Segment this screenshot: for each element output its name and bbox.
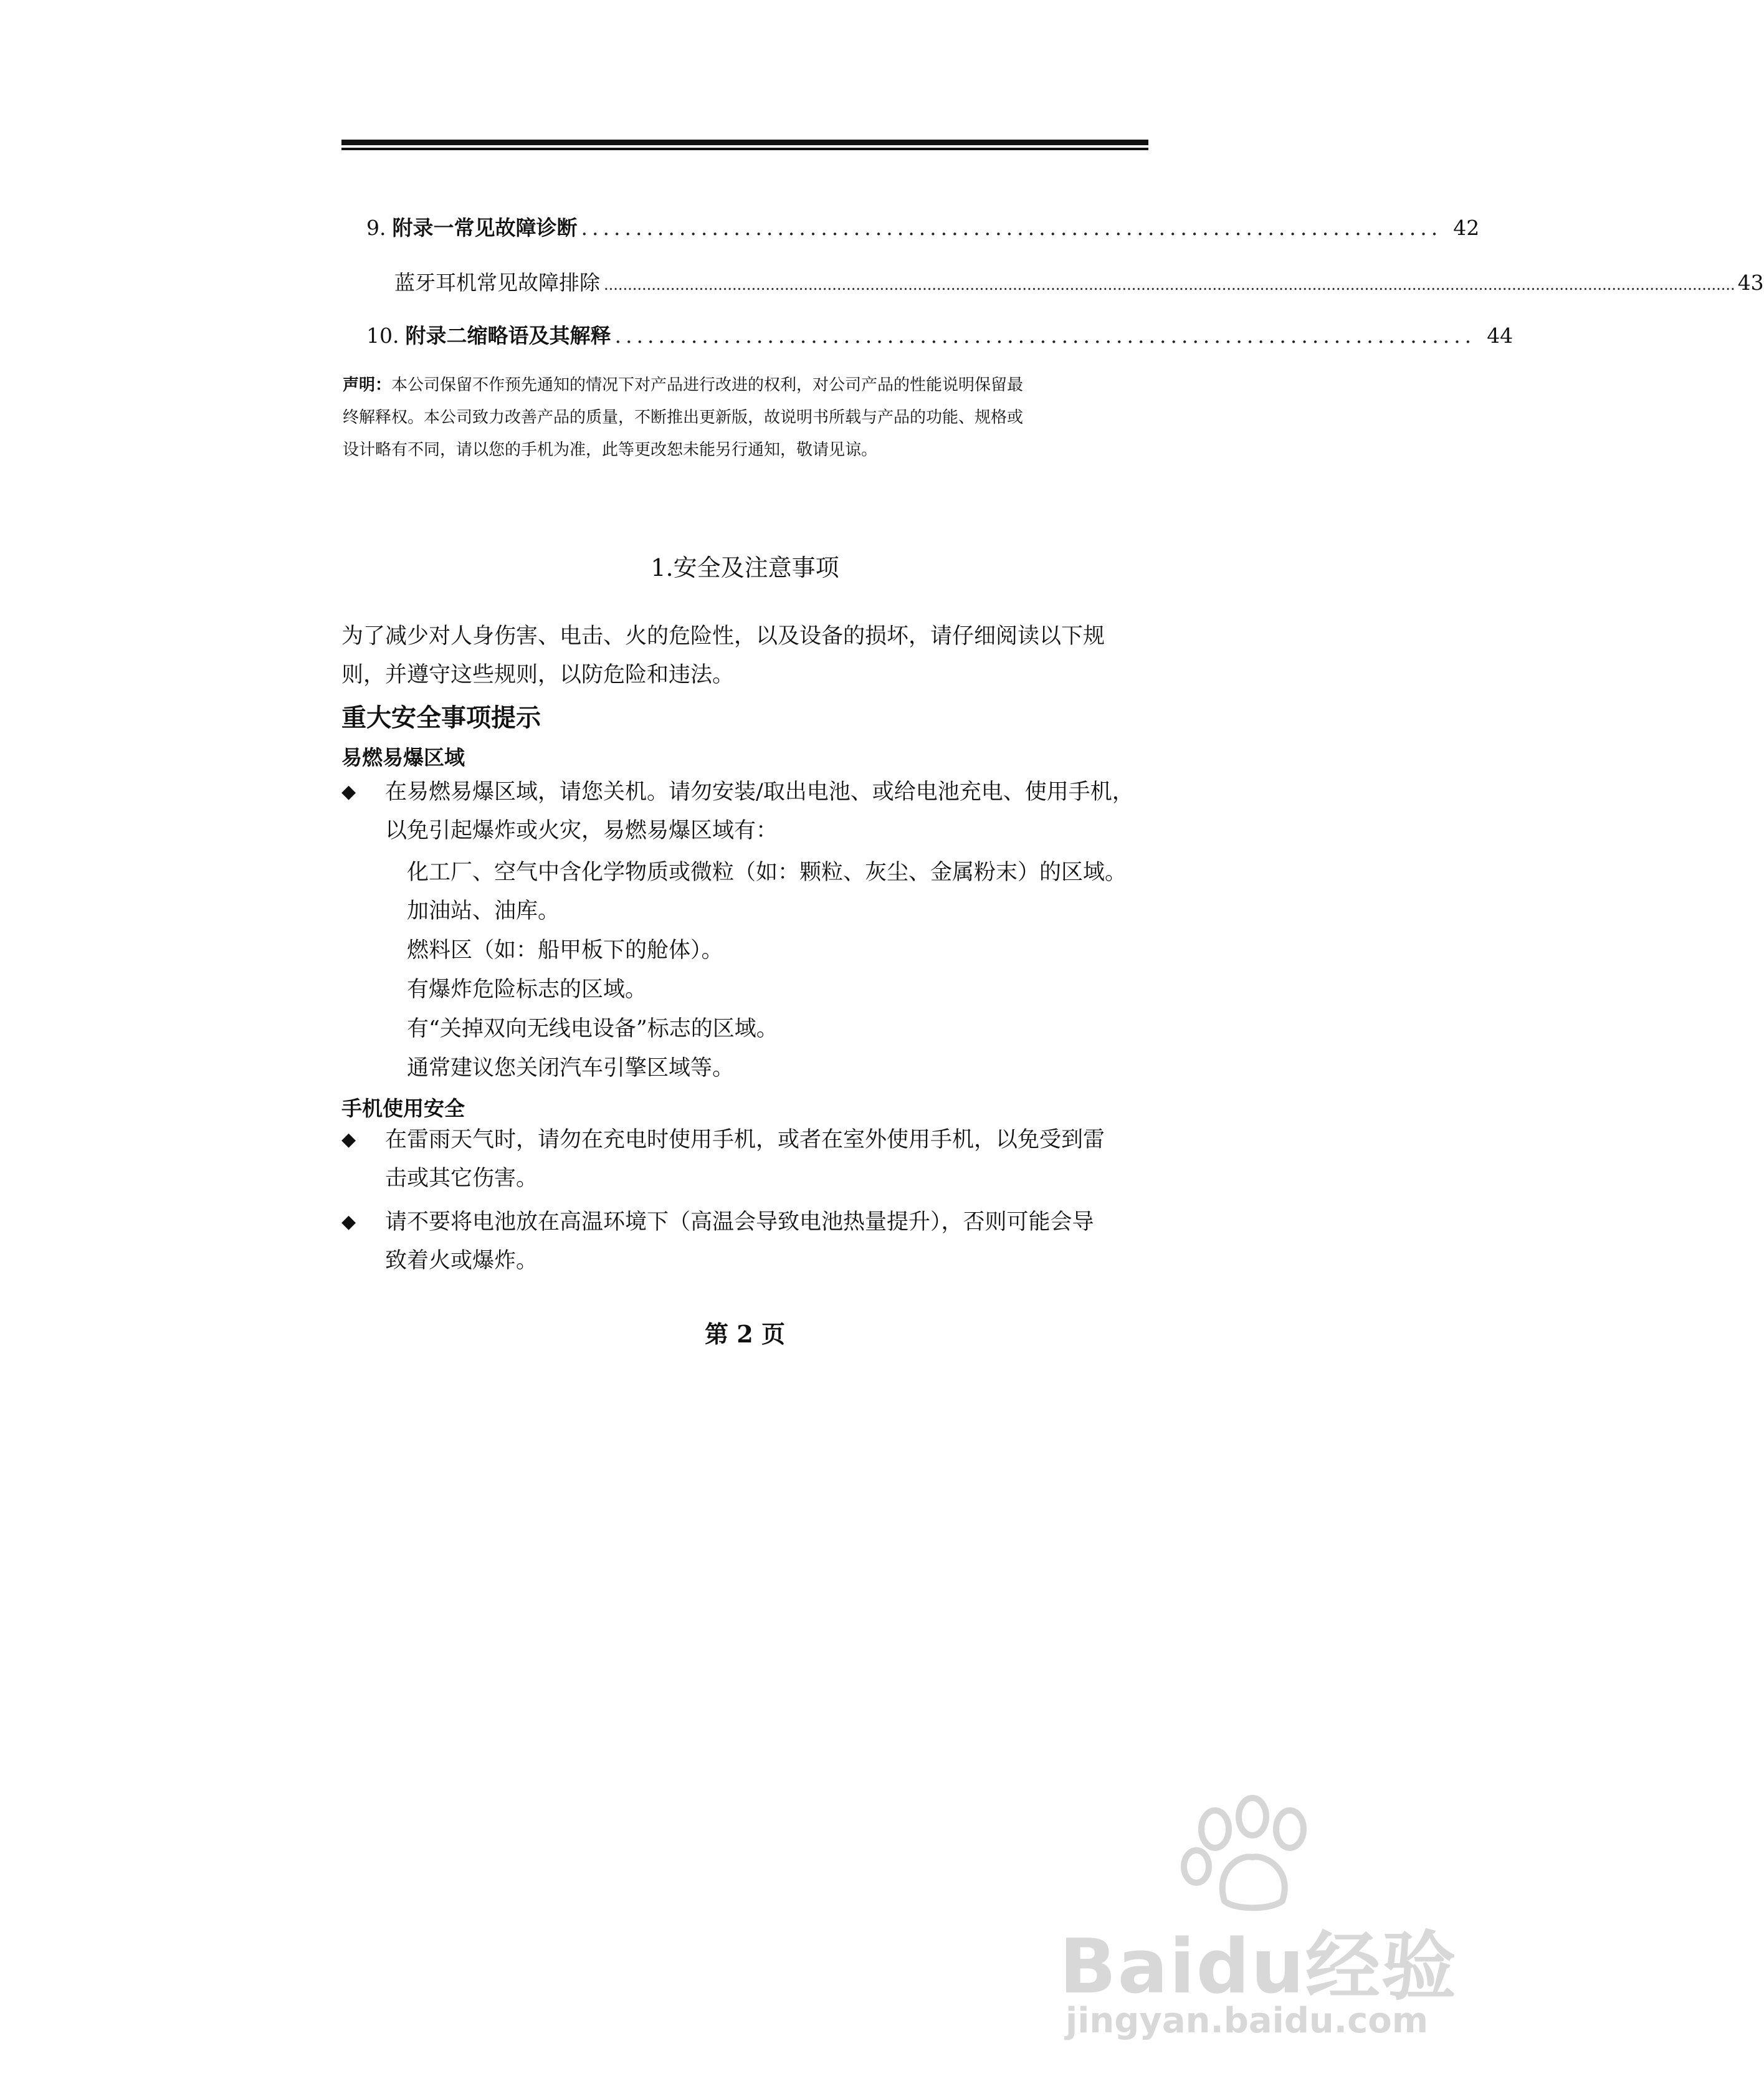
bullet-line: 击或其它伤害。 bbox=[385, 1166, 538, 1191]
intro-paragraph bbox=[341, 617, 1148, 694]
bullet-line: 请不要将电池放在高温环境下（高温会导致电池热量提升），否则可能会导 bbox=[385, 1210, 1094, 1235]
diamond-bullet-icon: ◆ bbox=[341, 1129, 356, 1150]
subheading-phone-safety: 手机使用安全 bbox=[341, 1096, 465, 1121]
subheading-flammable-areas: 易燃易爆区域 bbox=[341, 745, 465, 770]
toc-entry-appendix-2[interactable] bbox=[366, 320, 1514, 349]
bullet-line: 在雷雨天气时，请勿在充电时使用手机，或者在室外使用手机，以免受到雷 bbox=[385, 1127, 1105, 1152]
bullet-line: 在易燃易爆区域，请您关机。请勿安装/取出电池、或给电池充电、使用手机， bbox=[385, 780, 1134, 805]
disclaimer-line-3: 设计略有不同，请以您的手机为准，此等更改恕未能另行通知，敬请见谅。 bbox=[343, 441, 878, 459]
safety-heading: 重大安全事项提示 bbox=[341, 703, 541, 732]
header-rule-thick bbox=[341, 140, 1148, 145]
disclaimer-label: 声明： bbox=[343, 376, 392, 394]
toc-entry-page: 44 bbox=[1487, 323, 1514, 348]
bullet-thunderstorm bbox=[341, 1121, 1151, 1198]
toc-entry-subtitle: 缩略语及其解释 bbox=[467, 323, 611, 348]
intro-line-2: 则，并遵守这些规则，以防危险和违法。 bbox=[341, 662, 735, 687]
toc-entry-bluetooth[interactable] bbox=[394, 267, 1764, 296]
bullet-line: 致着火或爆炸。 bbox=[385, 1248, 538, 1273]
section-title: 1.安全及注意事项 bbox=[651, 554, 839, 581]
toc-entry-appendix-1[interactable] bbox=[366, 212, 1480, 241]
baidu-watermark bbox=[1059, 1795, 1457, 2044]
toc-leader-dots: .............................................................................................................................................................................................................................................. bbox=[604, 276, 1735, 294]
toc-entry-title: 附录二 bbox=[405, 323, 467, 348]
bullet-line: 以免引起爆炸或火灾，易燃易爆区域有： bbox=[385, 818, 778, 843]
toc-entry-title: 附录一 bbox=[392, 216, 454, 240]
bullet-heat bbox=[341, 1203, 1151, 1280]
bullet-flammable bbox=[341, 773, 1151, 850]
toc-leader-dots: ............................................................................... bbox=[614, 323, 1476, 348]
toc-entry-number: 10. bbox=[366, 323, 399, 348]
diamond-bullet-icon: ◆ bbox=[341, 781, 356, 803]
toc-entry-page: 43 bbox=[1737, 270, 1764, 295]
intro-line-1: 为了减少对人身伤害、电击、火的危险性，以及设备的损坏，请仔细阅读以下规 bbox=[341, 624, 1105, 649]
watermark-brand: Baidu经验 bbox=[1059, 1924, 1457, 2011]
disclaimer bbox=[343, 369, 1147, 466]
watermark-url: jingyan.baidu.com bbox=[1066, 2001, 1429, 2041]
area-item: 有爆炸危险标志的区域。 bbox=[407, 977, 647, 1002]
area-item: 通常建议您关闭汽车引擎区域等。 bbox=[407, 1056, 735, 1081]
toc-entry-page: 42 bbox=[1453, 216, 1480, 240]
page-number: 第 2 页 bbox=[705, 1320, 785, 1348]
toc-entry-subtitle: 常见故障诊断 bbox=[454, 216, 578, 240]
toc-leader-dots: ............................................................................... bbox=[581, 216, 1442, 240]
baidu-paw-icon bbox=[1171, 1795, 1333, 1913]
disclaimer-line-2: 终解释权。本公司致力改善产品的质量，不断推出更新版，故说明书所载与产品的功能、规格或 bbox=[343, 408, 1024, 427]
disclaimer-line-1: 声明：本公司保留不作预先通知的情况下对产品进行改进的权利，对公司产品的性能说明保留最 bbox=[343, 376, 1024, 394]
toc-entry-number: 9. bbox=[366, 216, 386, 240]
diamond-bullet-icon: ◆ bbox=[341, 1211, 356, 1233]
header-rule-thin bbox=[341, 148, 1148, 150]
area-item: 加油站、油库。 bbox=[407, 899, 560, 924]
area-item: 化工厂、空气中含化学物质或微粒（如：颗粒、灰尘、金属粉末）的区域。 bbox=[407, 860, 1127, 885]
area-item: 有“关掉双向无线电设备”标志的区域。 bbox=[407, 1016, 778, 1041]
area-item: 燃料区（如：船甲板下的舱体）。 bbox=[407, 938, 723, 963]
toc-entry-title: 蓝牙耳机常见故障排除 bbox=[394, 270, 600, 295]
